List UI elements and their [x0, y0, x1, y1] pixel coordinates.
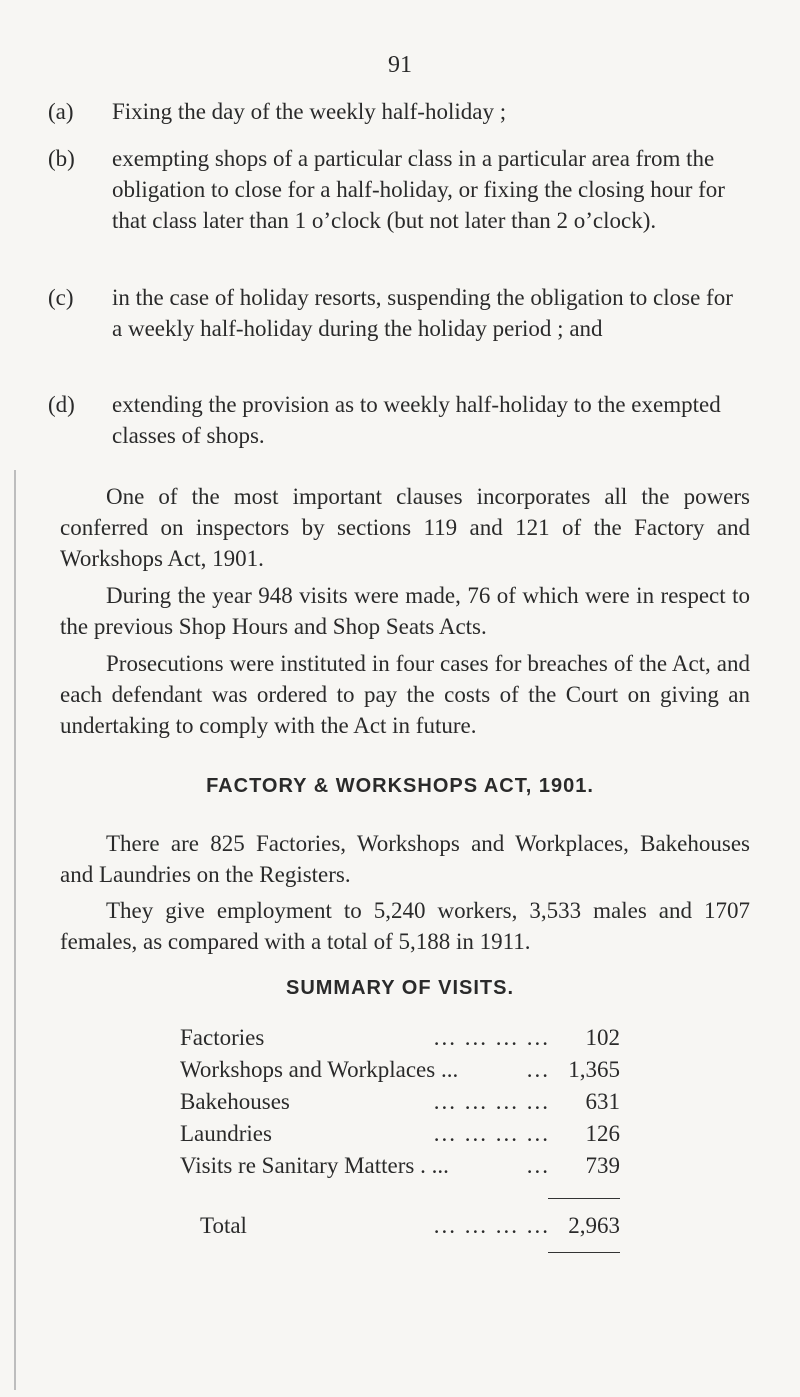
binding-margin-line [14, 470, 16, 1390]
row-leader: ... ... ... ... [433, 1025, 550, 1050]
row-leader: ... [526, 1057, 550, 1082]
section-heading: FACTORY & WORKSHOPS ACT, 1901. [206, 775, 594, 797]
summary-table [180, 1022, 620, 1238]
list-item-c [48, 282, 748, 344]
row-label: Laundries [180, 1121, 272, 1146]
total-label: Total [200, 1213, 247, 1238]
total-value: 2,963 [568, 1213, 620, 1238]
row-label: Workshops and Workplaces ... [180, 1057, 459, 1082]
total-rule-top [548, 1198, 620, 1199]
total-leader: ... ... ... ... [433, 1213, 550, 1238]
total-row [180, 1210, 620, 1242]
row-label: Factories [180, 1025, 265, 1050]
item-label: (a) [48, 99, 74, 124]
row-value: 739 [585, 1153, 620, 1178]
table-row [180, 1022, 620, 1054]
item-text: in the case of holiday resorts, suspending the obligation to close for a weekly half-holiday during the holiday period ; and [112, 285, 733, 341]
table-row [180, 1086, 620, 1118]
item-label: (c) [48, 285, 74, 310]
item-text: extending the provision as to weekly half-holiday to the exempted classes of shops. [112, 392, 721, 448]
row-leader: ... ... ... ... [433, 1121, 550, 1146]
list-item-a [48, 96, 748, 127]
total-rule-bottom [548, 1252, 620, 1253]
list-item-b [48, 143, 748, 236]
list-item-d [48, 389, 748, 451]
row-leader: ... ... ... ... [433, 1089, 550, 1114]
row-leader: ... [526, 1153, 550, 1178]
table-row [180, 1054, 620, 1086]
item-label: (b) [48, 146, 75, 171]
row-value: 102 [585, 1025, 620, 1050]
item-label: (d) [48, 392, 75, 417]
page-number: 91 [388, 52, 412, 78]
row-label: Visits re Sanitary Matters . ... [180, 1153, 449, 1178]
row-value: 126 [585, 1121, 620, 1146]
row-value: 1,365 [568, 1057, 620, 1082]
summary-heading: SUMMARY OF VISITS. [285, 977, 515, 999]
table-row [180, 1118, 620, 1150]
item-text: exempting shops of a particular class in a particular area from the obligation to close for a half-holiday, or fixing the closing hour for that class later than 1 o’clock (but not later than 2 o’clock). [112, 146, 725, 233]
item-text: Fixing the day of the weekly half-holiday ; [112, 99, 507, 124]
paragraph-employment: They give employment to 5,240 workers, 3,533 males and 1707 females, as compared with a total of 5,188 in 1911. [60, 898, 750, 954]
row-value: 631 [585, 1089, 620, 1114]
paragraph-inspectors: One of the most important clauses incorporates all the powers conferred on inspectors by sections 119 and 121 of the Factory and Workshops Act, 1901. [60, 484, 750, 571]
paragraph-prosecutions: Prosecutions were instituted in four cases for breaches of the Act, and each defendant was ordered to pay the costs of the Court on giving an undertaking to comply with the Act in future. [60, 651, 750, 738]
paragraph-registers: There are 825 Factories, Workshops and Workplaces, Bakehouses and Laundries on the Registers. [60, 831, 750, 887]
table-row [180, 1150, 620, 1182]
row-label: Bakehouses [180, 1089, 290, 1114]
paragraph-visits: During the year 948 visits were made, 76 of which were in respect to the previous Shop Hours and Shop Seats Acts. [60, 583, 750, 639]
